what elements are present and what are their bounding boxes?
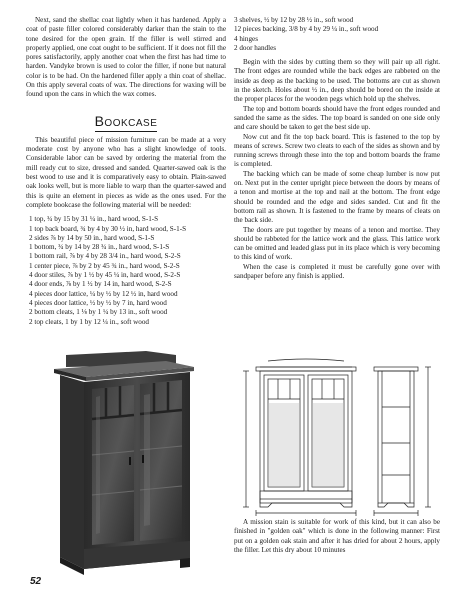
list-item: 4 hinges — [234, 34, 258, 43]
body-paragraph: Now cut and fit the top back board. This is fastened to the top by means of screws. Screw two cleats to each of the sides as shown and by running screws through these into the top and bottom boards the frame is completed. — [234, 132, 440, 169]
intro-paragraph: Next, sand the shellac coat lightly when it has hardened. Apply a coat of paste filler colored considerably darker than the stain to the tone desired for the open grain. If the filler is well stirred and properly applied, one coat ought to be sufficient. If it does not fill the pores satisfactorily, apply another coat when the first has had time to harden. Vandyke brown is used to color the filler, if none but natural color is to be had. On the hardened filler apply a thin coat of shellac. On this apply several coats of wax. The directions for waxing will be found upon the cans in which the wax comes. — [26, 16, 226, 99]
body-paragraph: When the case is completed it must be carefully gone over with sandpaper before any finish is applied. — [234, 262, 440, 281]
list-item: 4 door ends, ⅞ by 1 ½ by 14 in, hard wood, S-2-S — [29, 280, 172, 289]
list-item: 4 door stiles, ⅞ by 1 ½ by 45 ¼ in, hard wood, S-2-S — [29, 271, 181, 280]
bookcase-paragraph: This beautiful piece of mission furniture can be made at a very moderate cost by anyone who has a slight knowledge of tools. Considerable labor can be saved by ordering the material from the mill ready cut to size, dressed and sanded. Quarter-sawed oak is the best wood to use and it is comparatively easy to obtain. Plain-sawed oak looks well, but is more liable to warp than the quarter-sawed and this is quite an element in pieces as wide as the ones used. For the complete bookcase the following material will be needed: — [26, 135, 226, 209]
body-paragraph: A mission stain is suitable for work of this kind, but it can also be finished in "golden oak" which is done in the following manner: First put on a golden oak stain and after it has dried for about 2 hours, apply the filler. Let this dry about 10 minutes — [234, 518, 440, 554]
list-item: 2 top cleats, 1 by 1 by 12 ¼ in., soft wood — [29, 317, 149, 326]
list-item: 1 top back board, ¾ by 4 by 30 ½ in, hard wood, S-1-S — [29, 224, 187, 233]
body-paragraph: The doors are put together by means of a tenon and mortise. They should be rabbeted for the lattice work and the glass. This lattice work can be omitted and leaded glass put in its place which is very becoming to this kind of work. — [234, 225, 440, 262]
page-number: 52 — [30, 576, 42, 587]
list-item: 4 pieces door lattice, ½ by ½ by 7 in, hard wood — [29, 298, 167, 307]
list-item: 1 bottom rail, ⅞ by 4 by 28 3/4 in., hard wood, S-2-S — [29, 252, 181, 261]
list-item: 3 shelves, ½ by 12 by 28 ½ in., soft wood — [234, 16, 354, 24]
right-column — [234, 16, 440, 281]
body-paragraph: The backing which can be made of some cheap lumber is now put on. Next put in the center upright piece between the doors by means of a tenon and mortise at the top and nail at the bottom. The front edge should be rounded and the edge and sides sanded. Cut and fit the bottom rail as shown. It is fastened to the frame by means of cleats on the back side. — [234, 169, 440, 225]
list-item: 2 sides ⅞ by 14 by 50 in., hard wood, S-1-S — [29, 233, 155, 242]
list-item: 1 bottom, ¾ by 14 by 28 ¾ in., hard wood, S-1-S — [29, 243, 170, 252]
list-item: 12 pieces backing, 3/8 by 4 by 29 ¼ in., soft wood — [234, 25, 379, 34]
body-paragraph: Begin with the sides by cutting them so they will pair up all right. The front edges are rounded while the back edges are rabbeted on the inside as deep as the backing to be used. The bottoms are cut as shown in the sketch. Holes about ½ in., deep should be bored on the inside at the proper places for the wooden pegs which hold up the shelves. — [234, 58, 440, 104]
closing-text — [234, 518, 440, 555]
list-item: 1 center piece, ⅞ by 2 by 45 ¾ in., hard wood, S-2-S — [29, 261, 180, 270]
list-item: 4 pieces door lattice, ¼ by ½ by 12 ½ in, hard wood — [29, 289, 178, 298]
left-column — [26, 16, 226, 327]
body-paragraph: The top and bottom boards should have the front edges rounded and sanded the same as the sides. The top board is sanded on one side only and care should be taken to get the best side up. — [234, 104, 440, 132]
section-heading: Bookcase — [26, 112, 226, 132]
bookcase-photo — [26, 345, 212, 577]
materials-list-continued — [234, 16, 440, 53]
list-item: 1 top, ¾ by 15 by 31 ¼ in., hard wood, S-1-S — [29, 215, 159, 224]
materials-list — [29, 215, 226, 327]
list-item: 2 door handles — [234, 43, 277, 52]
bookcase-technical-drawing — [234, 355, 440, 519]
list-item: 2 bottom cleats, 1 ⅛ by 1 ¼ by 13 in., soft wood — [29, 308, 168, 317]
